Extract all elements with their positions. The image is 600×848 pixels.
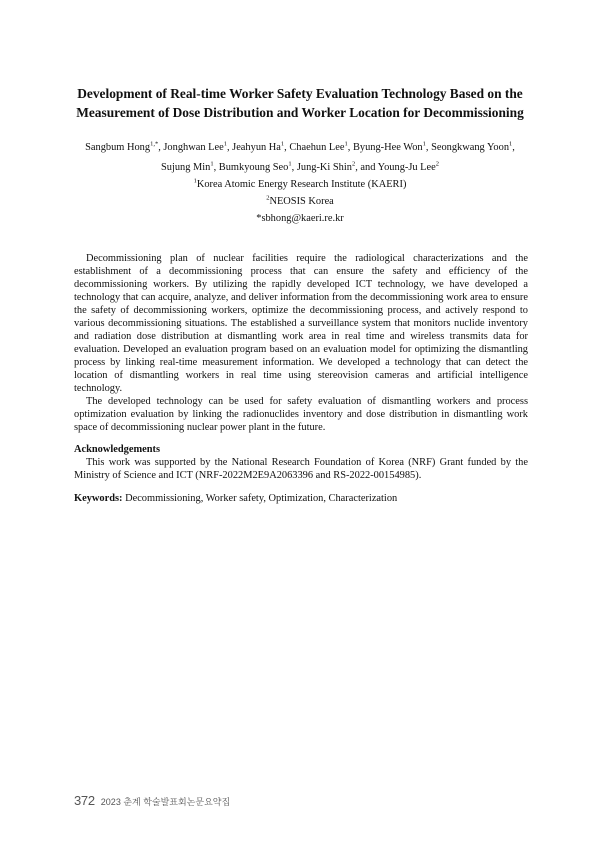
- affiliation-2: [60, 195, 540, 209]
- author-separator: ,: [226, 142, 233, 153]
- keywords-label: Keywords:: [74, 493, 123, 504]
- affiliation-mark: 2: [266, 194, 270, 202]
- author-name: Sujung Min: [160, 162, 211, 173]
- page-number: 372: [74, 793, 95, 808]
- abstract-paragraph-1: Decommissioning plan of nuclear facilities require the radiological characterizations and the establishment of a decommissioning process that can ensure the safety and efficiency of the decommissioning workers. By utilizing the rapidly developed ICT technology, we have developed a technology that can acquire, analyze, and deliver information from the decommissioning work area to ensure the safety of decommissioning workers, optimize the decommissioning process, and actively respond to various decommissioning situations. The established a surveillance system that monitors nuclide inventory and radiation dose distribution at dismantling work area in real time and wireless transmits data for evaluation. Developed an evaluation program based on an evaluation model for optimizing the dismantling process by linking real-time measurement information. We developed a technology that can detect the location of dismantling workers in real time using stereovision cameras and artificial intelligence technology.: [74, 253, 528, 394]
- author-separator: ,: [291, 162, 297, 173]
- affiliation-mark: 1: [193, 177, 197, 185]
- author-separator: ,: [425, 142, 432, 153]
- author-affiliation-mark: 1: [422, 140, 426, 148]
- author-name: Bumkyoung Seo: [218, 162, 289, 173]
- author-affiliation-mark: 2: [351, 160, 356, 168]
- author-affiliation-mark: 1: [509, 140, 513, 148]
- abstract: [74, 252, 528, 434]
- title-line-1: Development of Real-time Worker Safety Evaluation Technology Based on the: [77, 86, 523, 101]
- keywords: [74, 492, 397, 505]
- acknowledgements-heading: Acknowledgements: [74, 444, 161, 455]
- author-separator: ,: [512, 142, 515, 153]
- author-line-2: [60, 158, 540, 178]
- author-name: Sangbum Hong: [85, 142, 151, 153]
- keywords-text: Decommissioning, Worker safety, Optimization, Characterization: [122, 493, 398, 504]
- paper-title: [60, 84, 540, 122]
- author-name: Jeahyun Ha: [232, 142, 281, 153]
- author-affiliation-mark: 1: [210, 160, 214, 168]
- author-name: Jung-Ki Shin: [296, 162, 352, 173]
- title-line-2: Measurement of Dose Distribution and Worker Location for Decommissioning: [76, 105, 524, 120]
- author-line-1: [60, 138, 540, 158]
- author-name: Seongkwang Yoon: [431, 142, 510, 153]
- author-separator: ,: [284, 142, 290, 153]
- author-affiliation-mark: 1: [280, 140, 285, 148]
- author-name: Young-Ju Lee: [377, 162, 436, 173]
- author-separator: ,: [347, 142, 353, 153]
- author-separator: , and: [355, 162, 378, 173]
- author-name: Byung-Hee Won: [352, 142, 423, 153]
- author-affiliation-mark: 1,*: [150, 140, 159, 148]
- author-list: [60, 138, 540, 178]
- affiliation-text: NEOSIS Korea: [269, 196, 334, 207]
- author-separator: ,: [158, 142, 164, 153]
- affiliation-1: [60, 178, 540, 192]
- affiliation-text: Korea Atomic Energy Research Institute (KAERI): [196, 179, 407, 190]
- page-footer: [74, 792, 230, 810]
- author-name: Jonghwan Lee: [163, 142, 224, 153]
- abstract-paragraph-2: The developed technology can be used for safety evaluation of dismantling workers and process optimization evaluation by linking the radionuclides inventory and dose distribution in dismantling work space of decommissioning nuclear power plant in the future.: [74, 396, 528, 433]
- author-affiliation-mark: 2: [435, 160, 440, 168]
- author-affiliation-mark: 1: [223, 140, 227, 148]
- author-affiliation-mark: 1: [288, 160, 292, 168]
- author-separator: ,: [213, 162, 219, 173]
- author-affiliation-mark: 1: [344, 140, 348, 148]
- conference-name: 2023 춘계 학술발표회논문요약집: [100, 797, 231, 807]
- acknowledgements-text: This work was supported by the National Research Foundation of Korea (NRF) Grant funded by the Ministry of Science and ICT (NRF-2022M2E9A2063396 and RS-2022-00154985).: [74, 457, 528, 481]
- corresponding-email: *sbhong@kaeri.re.kr: [256, 213, 344, 224]
- author-name: Chaehun Lee: [289, 142, 345, 153]
